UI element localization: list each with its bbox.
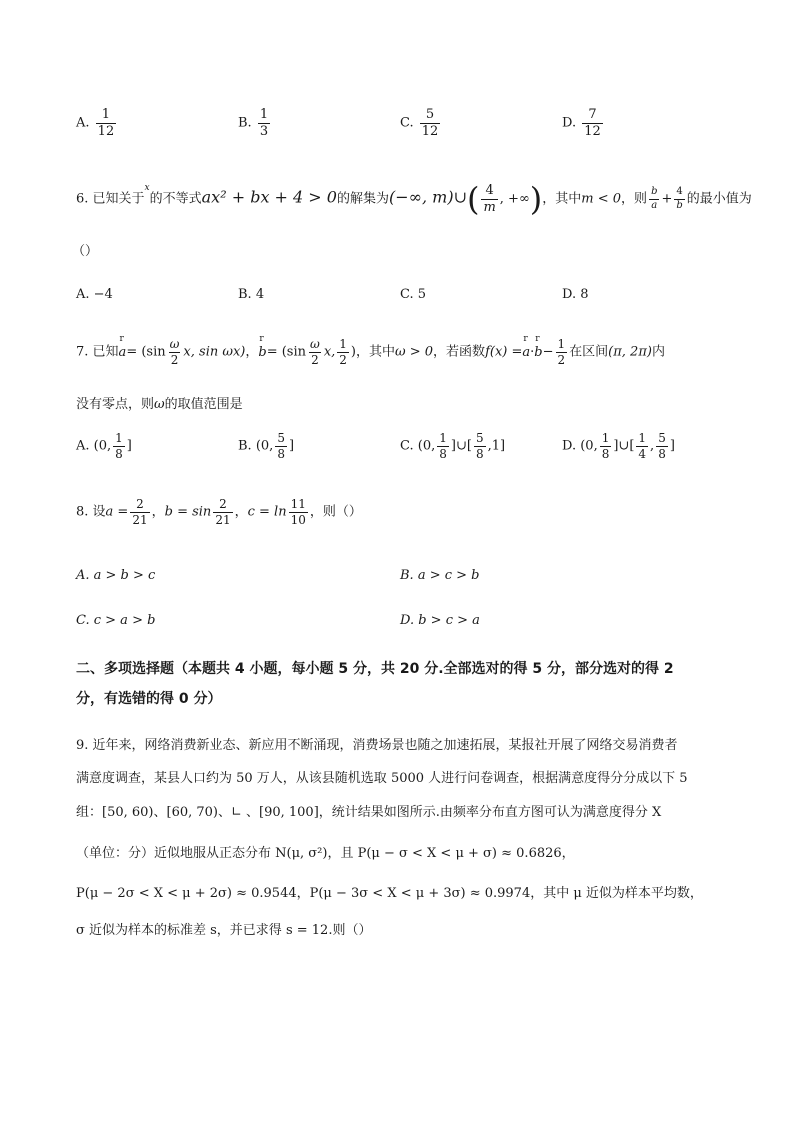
denominator: 8 — [277, 446, 285, 461]
vector-arrow-icon: r — [535, 333, 540, 344]
q8-text: ， — [151, 504, 165, 520]
denominator: b — [676, 199, 683, 211]
q8-option-a: A. a > b > c — [76, 568, 156, 583]
q7-expr: x, — [323, 344, 336, 360]
denominator: 10 — [290, 512, 306, 527]
denominator: 2 — [311, 352, 319, 367]
condition: m < 0 — [581, 191, 622, 207]
vector-letter: a — [522, 344, 531, 360]
numerator: 1 — [557, 337, 566, 351]
option-expr: (0, — [255, 438, 274, 454]
q8-option-b: B. a > c > b — [400, 568, 480, 583]
q6-option-c: C. 5 — [400, 287, 427, 302]
denominator: 21 — [215, 512, 231, 527]
numerator: 1 — [101, 107, 111, 122]
denominator: a — [651, 199, 658, 211]
denominator: 3 — [259, 123, 269, 139]
fraction — [130, 498, 149, 526]
q7-text: 没有零点，则 — [76, 397, 155, 412]
q7-text: 内 — [651, 344, 665, 360]
q6-text: ，其中 — [542, 191, 582, 207]
option-expr: ,1] — [487, 438, 506, 454]
option-label: B. — [238, 115, 252, 131]
inequality: ax² + bx + 4 > 0 — [201, 187, 337, 207]
denominator: 8 — [439, 446, 447, 461]
denominator: m — [483, 199, 496, 215]
q7-expr: x, sin ωx) — [183, 344, 246, 360]
q7-option-b — [238, 432, 294, 460]
q6-option-a: A. −4 — [76, 287, 113, 302]
q8-stem — [76, 498, 362, 526]
vector-arrow-icon: r — [259, 333, 264, 344]
fraction — [337, 338, 349, 366]
denominator: 12 — [97, 123, 115, 139]
option-expr: , — [650, 438, 655, 454]
vector-b — [534, 333, 543, 360]
q6-option-d: D. 8 — [562, 287, 589, 302]
right-paren: ) — [529, 180, 543, 218]
q7-expr: = (sin — [126, 344, 166, 360]
numerator: 2 — [219, 497, 227, 511]
q6-stem — [76, 180, 752, 218]
q7-text: ， — [245, 344, 259, 360]
vector-letter: a — [118, 344, 127, 360]
omega: ω — [154, 397, 165, 412]
q5-option-d — [562, 108, 605, 138]
fraction — [113, 432, 125, 460]
q6-answer-paren: （） — [72, 244, 99, 259]
q9-line-4: （单位：分）近似地服从正态分布 N(μ, σ²)，且 P(μ − σ < X < μ + σ) ≈ 0.6826， — [76, 846, 575, 861]
numerator: 1 — [339, 337, 347, 351]
fraction — [474, 432, 486, 460]
vector-b — [258, 333, 267, 360]
numerator: 11 — [290, 497, 306, 511]
numerator: 5 — [475, 431, 484, 445]
fraction — [275, 432, 287, 460]
q5-option-a — [76, 108, 118, 138]
fraction-4-over-b — [674, 187, 684, 211]
q9-line-6: σ 近似为样本的标准差 s，并已求得 s = 12.则（） — [76, 923, 372, 938]
option-expr: ] — [126, 438, 132, 454]
q7-text: 的取值范围是 — [164, 397, 243, 412]
q7-option-c — [400, 432, 505, 460]
numerator: 4 — [676, 186, 683, 197]
denominator: 2 — [557, 352, 566, 367]
fraction — [600, 432, 612, 460]
denominator: 2 — [170, 352, 179, 367]
q7-text: ，其中 — [356, 344, 396, 360]
fraction — [636, 432, 648, 460]
condition: ω > 0 — [395, 344, 434, 360]
minus: − — [542, 344, 554, 360]
q9-line-2: 满意度调查，某县人口约为 50 万人，从该县随机选取 5000 人进行问卷调查，根据满意度得分分成以下 5 — [76, 771, 688, 786]
vector-arrow-icon: r — [119, 333, 124, 344]
q7-text: 在区间 — [569, 344, 609, 360]
plus: + — [661, 191, 673, 207]
q7-expr: ) — [350, 344, 356, 360]
option-expr: (0, — [417, 438, 436, 454]
q7-stem-line2 — [76, 393, 243, 412]
numerator: 1 — [638, 431, 647, 445]
fraction — [420, 108, 441, 138]
vector-letter: b — [258, 344, 267, 360]
denominator: 8 — [658, 446, 666, 461]
fraction — [289, 498, 308, 526]
option-expr: ] — [669, 438, 675, 454]
q8-expr: a = — [105, 504, 129, 520]
q7-option-d — [562, 432, 675, 460]
numerator: 5 — [425, 107, 435, 122]
q5-option-c — [400, 108, 442, 138]
q6-text: 的最小值为 — [686, 191, 752, 207]
option-expr: ]∪[ — [613, 438, 635, 454]
numerator: b — [651, 186, 658, 197]
denominator: 21 — [132, 512, 148, 527]
interval: (π, 2π) — [608, 344, 652, 360]
option-label: B. — [238, 438, 252, 454]
q6-text: 的解集为 — [336, 191, 389, 207]
q8-text: ， — [234, 504, 248, 520]
option-label: D. — [562, 115, 577, 131]
q7-option-a — [76, 432, 132, 460]
q8-expr: c = ln — [247, 504, 287, 520]
numerator: 2 — [136, 497, 144, 511]
fraction — [168, 338, 182, 366]
vector-a — [118, 333, 127, 360]
vector-arrow-icon: r — [523, 333, 528, 344]
left-paren: ( — [466, 180, 480, 218]
q8-option-c: C. c > a > b — [76, 613, 156, 628]
numerator: ω — [169, 337, 180, 351]
denominator: 2 — [339, 352, 347, 367]
q7-stem — [76, 333, 665, 367]
numerator: 5 — [277, 431, 285, 445]
vector-letter: b — [534, 344, 543, 360]
numerator: 7 — [588, 107, 597, 122]
union-symbol: ∪ — [453, 187, 467, 207]
interval-left: (−∞, m) — [389, 187, 454, 207]
q6-text: ，则 — [621, 191, 648, 207]
section-heading-line2: 分，有选错的得 0 分） — [76, 691, 222, 707]
section-heading: 二、多项选择题（本题共 4 小题，每小题 5 分，共 20 分.全部选对的得 5 分，部分选对的得 2 — [76, 661, 674, 677]
numerator: 5 — [658, 431, 666, 445]
denominator: 12 — [421, 123, 439, 139]
function: f(x) = — [485, 344, 523, 360]
option-expr: ] — [288, 438, 295, 454]
numerator: 4 — [485, 182, 494, 198]
fraction — [556, 338, 568, 366]
numerator: 1 — [115, 431, 123, 445]
q9-line-5: P(μ − 2σ < X < μ + 2σ) ≈ 0.9544，P(μ − 3σ < X < μ + 3σ) ≈ 0.9974，其中 μ 近似为样本平均数， — [76, 886, 703, 901]
denominator: 8 — [475, 446, 484, 461]
option-expr: (0, — [93, 438, 112, 454]
q8-prefix: 8. 设 — [76, 504, 106, 520]
q7-expr: = (sin — [266, 344, 307, 360]
q6-prefix: 6. 已知关于 — [76, 191, 145, 207]
variable-x: x — [144, 183, 150, 193]
option-label: D. — [562, 438, 577, 454]
numerator: 1 — [439, 431, 447, 445]
fraction-b-over-a — [649, 187, 659, 211]
q7-prefix: 7. 已知 — [76, 344, 119, 360]
fraction — [213, 498, 232, 526]
vector-a — [522, 333, 531, 360]
denominator: 8 — [115, 446, 123, 461]
option-label: A. — [76, 438, 90, 454]
q6-option-b: B. 4 — [238, 287, 265, 302]
numerator: 1 — [601, 431, 610, 445]
denominator: 4 — [638, 446, 647, 461]
numerator: 1 — [259, 107, 269, 122]
option-label: C. — [400, 438, 414, 454]
option-expr: ]∪[ — [450, 438, 472, 454]
q7-text: ，若函数 — [433, 344, 486, 360]
numerator: ω — [310, 337, 320, 351]
dot-product: · — [530, 344, 535, 360]
option-label: A. — [76, 115, 90, 131]
denominator: 8 — [601, 446, 610, 461]
q8-option-d: D. b > c > a — [400, 613, 480, 628]
q8-text: ，则（） — [309, 504, 362, 520]
fraction — [96, 108, 117, 138]
denominator: 12 — [584, 123, 601, 139]
fraction — [258, 108, 270, 138]
fraction — [656, 432, 668, 460]
q5-option-b — [238, 108, 272, 138]
q6-text: 的不等式 — [149, 191, 202, 207]
q8-expr: b = sin — [164, 504, 212, 520]
fraction — [437, 432, 449, 460]
interval-right-tail: , +∞ — [499, 191, 530, 207]
option-expr: (0, — [580, 438, 598, 454]
option-label: C. — [400, 115, 414, 131]
fraction — [582, 108, 603, 138]
q9-line-3: 组：[50, 60)、[60, 70)、∟ 、[90, 100]，统计结果如图所示.由频率分布直方图可认为满意度得分 X — [76, 805, 662, 820]
fraction — [481, 184, 497, 214]
fraction — [308, 338, 322, 366]
q9-line-1: 9. 近年来，网络消费新业态、新应用不断涌现，消费场景也随之加速拓展，某报社开展了网络交易消费者 — [76, 738, 678, 753]
